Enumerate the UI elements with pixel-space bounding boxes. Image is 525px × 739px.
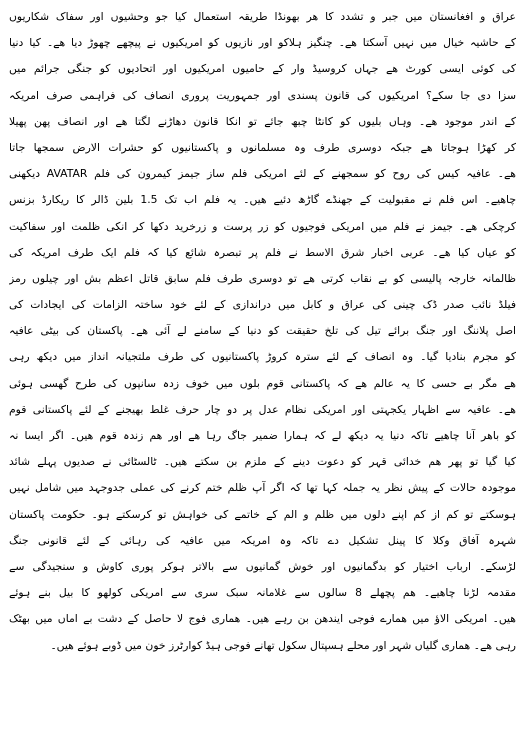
text-line-24: ھیں۔ امریکی الاؤ میں ھمارے فوجی ایندھن بن رہے ھیں۔ ھماری فوج لا حاصل کے دشت بے اماں میں بھٹک	[9, 612, 516, 626]
text-line-1: عراق و افغانستان میں جبر و تشدد کا ھر بھونڈا طریقہ استعمال کیا جو وحشیوں اور سفاک شکاریوں	[9, 10, 516, 23]
text-line-10: کو عیاں کیا ھے۔ عربی اخبار شرق الاسط نے فلم پر تبصرہ شائع کیا کہ فلم ایک طرف امریکہ کی	[9, 245, 516, 259]
text-line-7: ھے۔ عافیہ کیس کی روح کو سمجھنے کے لئے امریکی فلم ساز جیمز کیمرون کی فلم AVATAR دیکھنی	[9, 167, 516, 181]
text-line-12: فیلڈ نائب صدر ڈک چینی کی عراق و کابل میں دراندازی کے لئے خود ساختہ الزامات کی ایجادات کی	[9, 298, 516, 312]
text-line-3: کی کوئی ایسی کورٹ ھے جہاں کروسیڈ وار کے حامیوں امریکیوں اور اتحادیوں کو جنگی جرائم میں	[9, 62, 516, 76]
text-line-6: کر کھڑا ہوجاتا ھے جبکہ دوسری طرف وہ مسلمانوں و پاکستانیوں کو حشرات الارض سمجھا جاتا	[9, 140, 516, 154]
text-line-9: کرچکی ھے۔ جیمز نے فلم میں امریکی فوجیوں کو زر پرست و زرخرید دکھا کر انکی ظلمت اور سفاکیت	[9, 219, 516, 233]
text-line-13: اصل پلاننگ اور جنگ برائے تیل کی تلخ حقیقت کو دنیا کے سامنے لے آئی ھے۔ پاکستان کی بیٹی عافیہ	[9, 324, 516, 338]
text-line-21: شہرہ آفاق وکلا کا پینل تشکیل دے تاکہ وہ امریکہ میں عافیہ کی رہائی کے لئے قانونی جنگ	[9, 533, 516, 547]
text-line-2: کے حاشیہ خیال میں نہیں آسکتا ھے۔ چنگیز ہلاکو اور نازیوں کو امریکیوں نے پیچھے چھوڑ دیا ھے۔ کیا دنیا	[9, 36, 516, 50]
text-line-19: موجودہ حالات کے پیش نظر یہ جملہ کہا تھا کہ اگر آپ ظلم ختم کرنے کی عملی جدوجہد میں شامل نہیں	[9, 481, 516, 495]
text-line-20: ہوسکتے تو کم از کم اپنے دلوں میں ظلم و الم کے خاتمے کی خواہش تو کرسکتے ہو۔ حکومت پاکستان	[9, 507, 516, 521]
text-line-11: ظالمانہ خارجہ پالیسی کو بے نقاب کرتی ھے تو دوسری طرف فلم سابق قاتل اعظم بش اور چیلوں رمز	[9, 271, 516, 285]
text-line-15: ھے مگر بے حسی کا یہ عالم ھے کہ پاکستانی قوم بلوں میں خوف زدہ سانپوں کی طرح گھسی ہوئی	[9, 376, 516, 390]
text-line-5: کے اندر موجود ھے۔ وہاں بلیوں کو کانٹا چبھ جائے تو انکا قانون دھاڑنے لگتا ھے اور انصاف پھن پھیلا	[9, 114, 516, 128]
text-line-22: لڑسکے۔ ارباب اختیار کو بدگمانیوں اور خوش گمانیوں سے بالاتر ہوکر پوری کاوش و سنجیدگی سے	[9, 559, 516, 573]
text-line-16: ھے۔ عافیہ سے اظہار یکجہتی اور امریکی نظام عدل پر دو چار حرف غلط بھیجنے کے لئے پاکستانی قوم	[9, 402, 516, 416]
text-line-14: کو مجرم بنادیا گیا۔ وہ انصاف کے لئے سترہ کروڑ پاکستانیوں کی طرف ملتجیانہ انداز میں دیکھ رہی	[9, 350, 516, 364]
text-line-18: کیا گیا تو پھر ھم خدائی قہر کو دعوت دینے کے ملزم بن سکتے ھیں۔ ٹالسٹائی نے صدیوں پہلے شائد	[9, 455, 516, 469]
text-line-4: سزا دی جا سکے؟ امریکیوں کی قانون پسندی اور جمہوریت پروری انصاف کی فراہمی صرف امریکہ	[9, 88, 516, 102]
text-line-25: رہی ھے۔ ھماری گلیاں شہر اور محلے ہسپتال سکول تھانے فوجی ہیڈ کوارٹرز خون میں ڈوبے ہوئے ھیں۔	[50, 638, 516, 652]
text-line-17: کو باھر آنا چاھیے تاکہ دنیا یہ دیکھ لے کہ ہمارا ضمیر جاگ رہا ھے اور ھم زندہ قوم ھیں۔ اگر ایسا نہ	[9, 429, 516, 442]
text-line-23: مقدمہ لڑنا چاھیے۔ ھم پچھلے 8 سالوں سے غلامانہ سبک سری سے امریکی کولھو کا بیل بنے ہوئے	[9, 586, 516, 600]
text-line-8: چاھیے۔ اس فلم نے مقبولیت کے جھنڈے گاڑھ دئیے ھیں۔ یہ فلم اب تک 1.5 بلین ڈالر کا ریکارڈ بزنس	[9, 193, 516, 207]
